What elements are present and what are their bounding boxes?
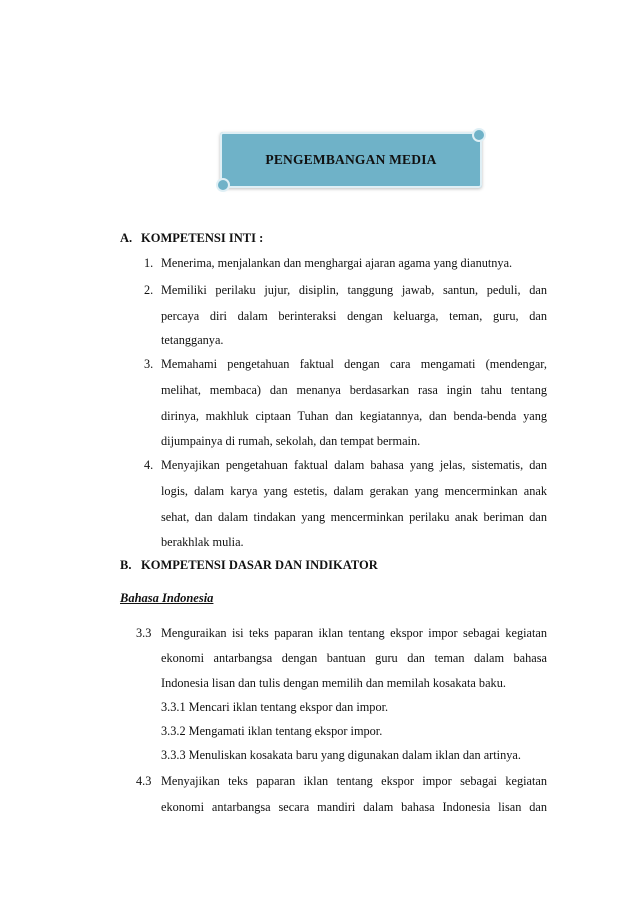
list-number: 4.3 [136, 774, 152, 788]
list-number: 1. [144, 256, 154, 270]
list-item-line: Memiliki perilaku jujur, disiplin, tanggung jawab, santun, peduli, dan [161, 283, 547, 297]
banner-scroll [220, 132, 482, 188]
subject-heading: Bahasa Indonesia [120, 591, 214, 605]
section-a-heading [120, 231, 263, 246]
list-item-line: Menguraikan isi teks paparan iklan tentang ekspor impor sebagai kegiatan [161, 626, 547, 640]
list-item-line: ekonomi antarbangsa secara mandiri dalam bahasa Indonesia lisan dan [161, 800, 547, 814]
list-item-line: Menyajikan pengetahuan faktual dalam bahasa yang jelas, sistematis, dan [161, 458, 547, 472]
title-banner [214, 124, 490, 194]
banner-title: PENGEMBANGAN MEDIA [265, 152, 437, 167]
list-item-line: berakhlak mulia. [161, 535, 244, 549]
indicator-item: 3.3.1 Mencari iklan tentang ekspor dan impor. [161, 700, 389, 714]
list-item-line: dijumpainya di rumah, sekolah, dan tempat bermain. [161, 434, 421, 448]
list-item-line: dirinya, makhluk ciptaan Tuhan dan kegiatannya, dan benda-benda yang [161, 409, 547, 423]
list-number: 3. [144, 357, 154, 371]
list-item-line: Memahami pengetahuan faktual dengan cara mengamati (mendengar, [161, 357, 547, 371]
list-item-line: percaya diri dalam berinteraksi dengan keluarga, teman, guru, dan [161, 309, 547, 323]
section-b-title: KOMPETENSI DASAR DAN INDIKATOR [141, 558, 378, 572]
list-number: 4. [144, 458, 154, 472]
section-a-letter: A. [120, 231, 133, 245]
section-b-letter: B. [120, 558, 132, 572]
section-b-heading [120, 558, 378, 573]
list-item-line: Menerima, menjalankan dan menghargai ajaran agama yang dianutnya. [161, 256, 513, 270]
list-item-line: tetangganya. [161, 333, 224, 347]
list-item-line: melihat, membaca) dan menanya berdasarkan rasa ingin tahu tentang [161, 383, 547, 397]
indicator-item: 3.3.2 Mengamati iklan tentang ekspor impor. [161, 724, 383, 738]
list-item-line: logis, dalam karya yang estetis, dalam gerakan yang mencerminkan anak [161, 484, 547, 498]
list-number: 3.3 [136, 626, 152, 640]
section-a-title: KOMPETENSI INTI : [141, 231, 264, 245]
indicator-item: 3.3.3 Menuliskan kosakata baru yang digunakan dalam iklan dan artinya. [161, 748, 521, 762]
list-item-line: sehat, dan dalam tindakan yang mencerminkan perilaku anak beriman dan [161, 510, 547, 524]
list-number: 2. [144, 283, 154, 297]
list-item-line: Menyajikan teks paparan iklan tentang ekspor impor sebagai kegiatan [161, 774, 547, 788]
list-item-line: Indonesia lisan dan tulis dengan memilih dan memilah kosakata baku. [161, 676, 506, 690]
list-item-line: ekonomi antarbangsa dengan bantuan guru dan teman dalam bahasa [161, 651, 547, 665]
